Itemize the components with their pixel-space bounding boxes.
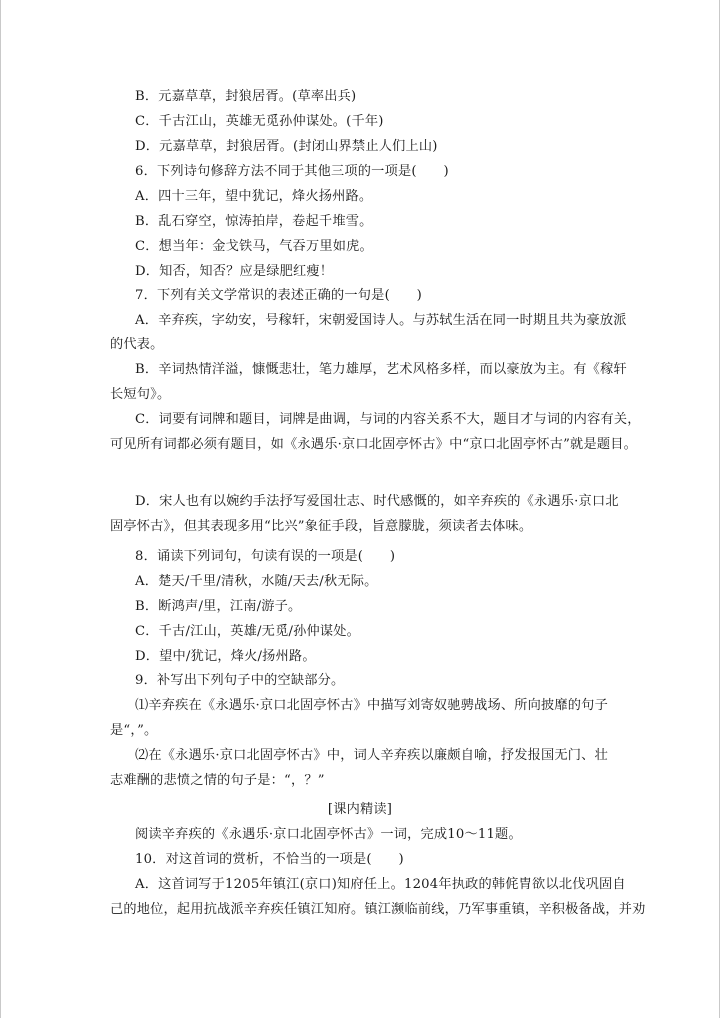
question-6: 6．下列诗句修辞方法不同于其他三项的一项是( ): [135, 164, 449, 179]
question-10: 10．对这首词的赏析，不恰当的一项是( ): [135, 852, 404, 867]
option-8d: D．望中/犹记，烽火/扬州路。: [135, 649, 316, 664]
option-8b: B．断鸿声/里，江南/游子。: [135, 599, 302, 614]
section-heading: [课内精读]: [327, 802, 393, 817]
question-9-part-2-cont: 志难酬的悲愤之情的句子是：“，？”: [110, 773, 325, 788]
question-9-part-1-cont: 是“，”。: [110, 723, 158, 738]
option-8a: A．楚天/千里/清秋，水随/天去/秋无际。: [135, 574, 378, 589]
option-7b: B．辛词热情洋溢，慷慨悲壮，笔力雄厚，艺术风格多样，而以豪放为主。有《稼轩: [135, 362, 627, 377]
option-6c: C．想当年：金戈铁马，气吞万里如虎。: [135, 239, 373, 254]
option-7c-cont: 可见所有词都必须有题目，如《永遇乐·京口北固亭怀古》中“京口北固亭怀古”就是题目。: [110, 437, 637, 452]
option-5c: C．千古江山，英雄无觅孙仲谋处。(千年): [135, 114, 384, 129]
option-7a-cont: 的代表。: [110, 337, 164, 352]
question-7: 7．下列有关文学常识的表述正确的一句是( ): [135, 288, 423, 303]
question-9-part-1: ⑴辛弃疾在《永遇乐·京口北固亭怀古》中描写刘寄奴驰骋战场、所向披靡的句子: [135, 698, 608, 713]
reading-instruction: 阅读辛弃疾的《永遇乐·京口北固亭怀古》一词，完成10～11题。: [135, 827, 522, 842]
option-7d: D．宋人也有以婉约手法抒写爱国壮志、时代感慨的，如辛弃疾的《永遇乐·京口北: [135, 494, 619, 509]
option-7b-cont: 长短句》。: [110, 387, 171, 402]
page-edge-left: [0, 0, 1, 1018]
option-5b: B．元嘉草草，封狼居胥。(草率出兵): [135, 89, 357, 104]
option-5d: D．元嘉草草，封狼居胥。(封闭山界禁止人们上山): [135, 139, 438, 154]
option-6d: D．知否，知否？应是绿肥红瘦！: [135, 264, 334, 279]
option-10a: A．这首词写于1205年镇江(京口)知府任上。1204年执政的韩侂胄欲以北伐巩固自: [135, 877, 626, 892]
option-7d-cont: 固亭怀古》，但其表现多用“比兴”象征手段，旨意朦胧，须读者去体味。: [110, 519, 533, 534]
option-7c: C．词要有词牌和题目，词牌是曲调，与词的内容关系不大，题目才与词的内容有关，: [135, 412, 641, 427]
question-9-part-2: ⑵在《永遇乐·京口北固亭怀古》中，词人辛弃疾以廉颇自喻，抒发报国无门、壮: [135, 748, 608, 763]
option-6a: A．四十三年，望中犹记，烽火扬州路。: [135, 189, 373, 204]
option-8c: C．千古/江山，英雄/无觅/孙仲谋处。: [135, 624, 361, 639]
option-7a: A．辛弃疾，字幼安，号稼轩，宋朝爱国诗人。与苏轼生活在同一时期且共为豪放派: [135, 313, 627, 328]
question-8: 8．诵读下列词句，句读有误的一项是( ): [135, 549, 396, 564]
option-6b: B．乱石穿空，惊涛拍岸，卷起千堆雪。: [135, 214, 373, 229]
option-10a-cont: 己的地位，起用抗战派辛弃疾任镇江知府。镇江濒临前线，乃军事重镇，辛积极备战，并劝: [110, 902, 646, 917]
question-9: 9．补写出下列句子中的空缺部分。: [135, 673, 345, 688]
